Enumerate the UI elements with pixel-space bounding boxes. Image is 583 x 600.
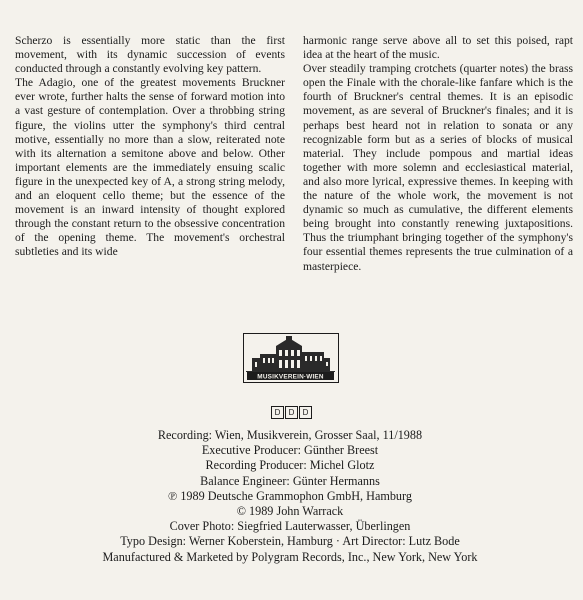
paragraph: harmonic range serve above all to set this poised, rapt idea at the heart of the music. [303,34,573,62]
ddd-letter: D [299,406,312,419]
musikverein-building-icon [244,334,337,381]
credits [80,428,500,565]
credit-line: Manufactured & Marketed by Polygram Records, Inc., New York, New York [102,549,478,564]
ddd-letter: D [285,406,298,419]
credit-line: Cover Photo: Siegfried Lauterwasser, Überlingen [169,519,411,534]
ddd-letter: D [271,406,284,419]
paragraph: Scherzo is essentially more static than the first movement, with its dynamic succession of events conducted through a constantly evolving key pattern. [15,34,285,76]
credit-line: Recording: Wien, Musikverein, Grosser Saal, 11/1988 [157,428,423,442]
credit-line: © 1989 John Warrack [236,504,344,519]
credit-line: ℗ 1989 Deutsche Grammophon GmbH, Hamburg [168,488,412,503]
credit-line: Balance Engineer: Günter Hermanns [200,473,380,488]
credit-line: Executive Producer: Günther Breest [201,443,379,458]
logo-caption: MUSIKVEREIN·WIEN [257,373,324,381]
text-columns [15,34,573,324]
paragraph: The Adagio, one of the greatest movements Bruckner ever wrote, further halts the sense of forward motion into a vast gesture of contemplation. Over a throbbing string figure, the violins utter the symphony's third central motive, essentially no more than a slow, reiterated note with its alternation a semitone above and below. Other important elements are the immediately ensuing scalic figure in the unexpected key of A, a strong string melody, and an eloquent cello theme; but the essence of the movement is an inward intensity of thought explored through the constant return to the obsessive concentration of the opening theme. The movement's orchestral subtleties and its wide [15,76,285,259]
left-column [15,34,285,324]
paragraph: Over steadily tramping crotchets (quarter notes) the brass open the Finale with the chorale-like fanfare which is the fourth of Bruckner's central themes. It is an episodic movement, as are several of Bruckner's finales; and it is perhaps best heard not in relation to sonata or any recognizable form but as a series of blocks of musical material. They include pompous and martial ideas together with more solemn and ecclesiastical material, and also more lyrical, expressive themes. In keeping with the nature of the whole work, the movement is not dynamic so much as cumulative, the different elements being brought into constantly renewing juxtapositions. Thus the triumphant bringing together of the symphony's four essential themes represents the true culmination of a masterpiece. [303,62,573,273]
credit-line: Recording Producer: Michel Glotz [205,458,375,473]
ddd-code [271,406,312,419]
credit-line: Typo Design: Werner Koberstein, Hamburg · Art Director: Lutz Bode [120,534,460,549]
musikverein-logo [243,333,339,383]
right-column [303,34,573,324]
